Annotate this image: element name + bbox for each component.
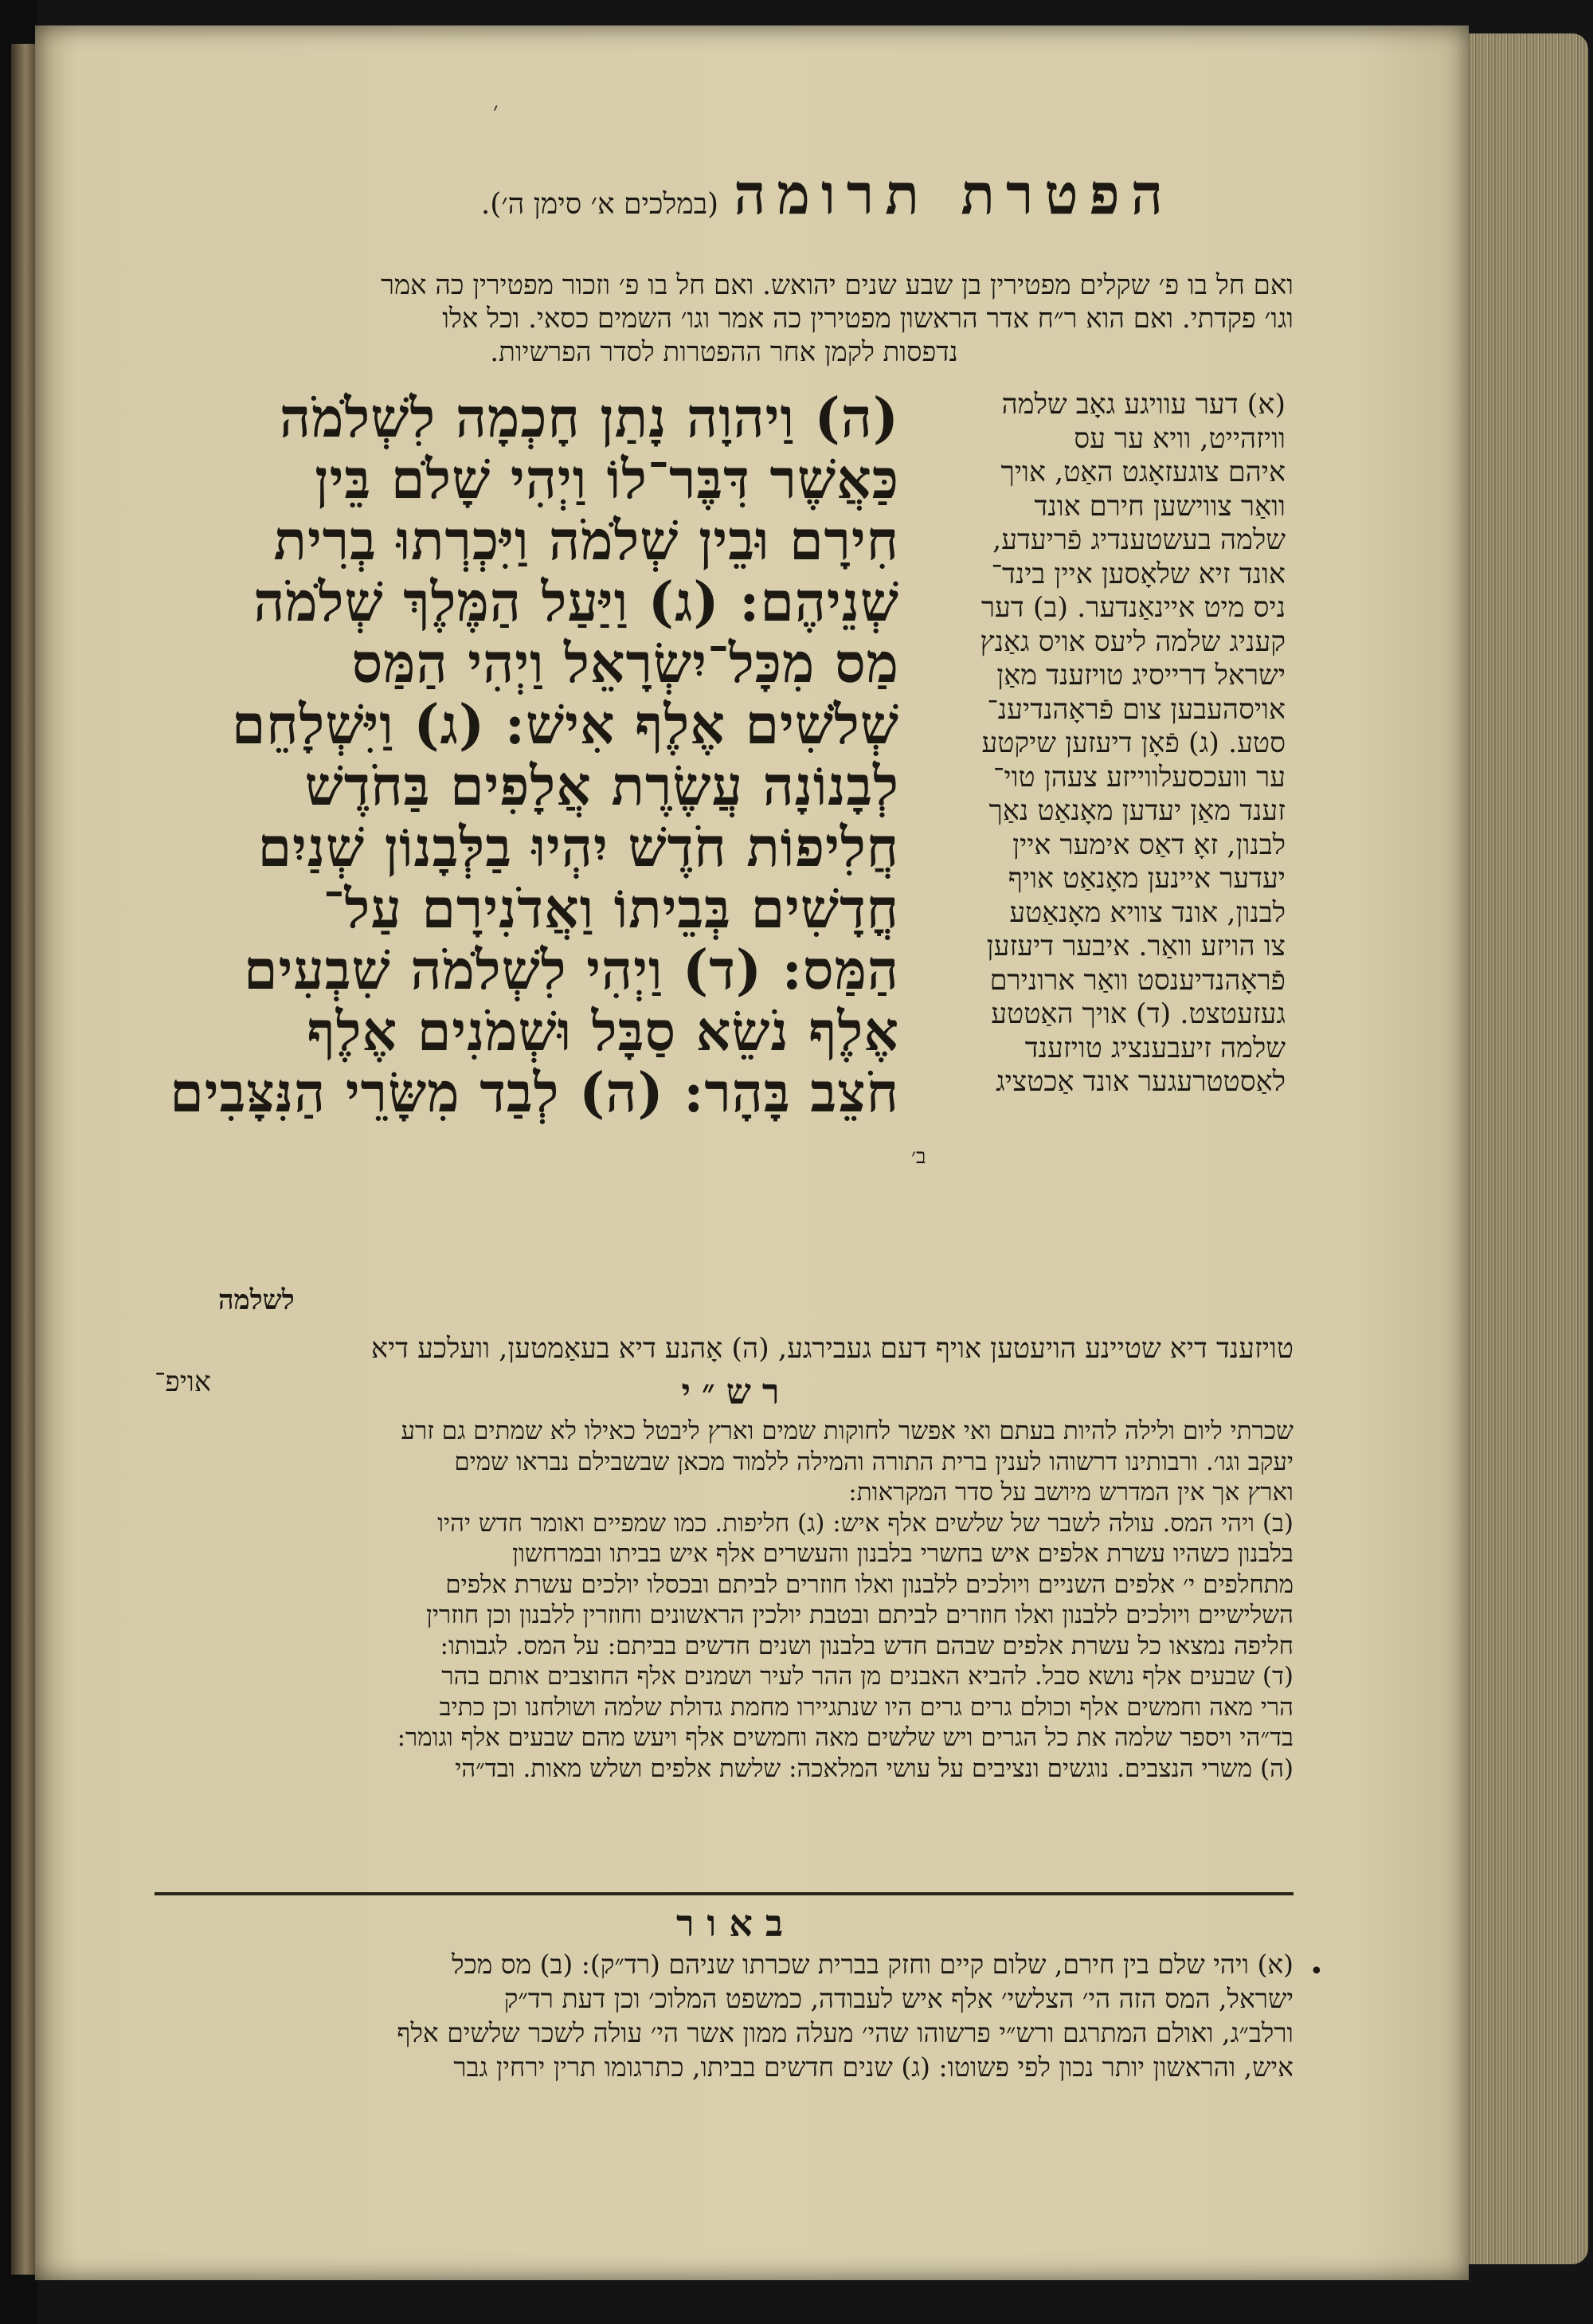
yiddish-line: ישראל דרייסיג טויזענד מאַן xyxy=(996,660,1286,692)
biur-bullet: • xyxy=(1309,1958,1324,1985)
yiddish-line: שלמה זיעבענציג טויזענד xyxy=(1024,1032,1286,1064)
rashi-line: (ה) משרי הנצבים. נוגשים ונציבים על עושי המלאכה: שלשת אלפים ושלש מאות. ובד״הי xyxy=(455,1754,1294,1783)
yiddish-line: קעניג שלמה ליעס אויס גאַנץ xyxy=(980,625,1286,658)
rashi-line: הרי מאה וחמשים אלף וכולם גרים גרים היו שנתגיירו מחמת גדולת שלמה ושולחנו וכן כתיב xyxy=(439,1692,1294,1722)
intro-line: נדפסות לקמן אחר ההפטרות לסדר הפרשיות. xyxy=(490,336,958,368)
rashi-heading: רש״י xyxy=(681,1372,791,1413)
bible-line: אֶלֶף נֹשֵׂא סַבָּל וּשְׁמֹנִים אֶלֶף xyxy=(307,1000,899,1064)
yiddish-line: לבנון, אונד צוויא מאָנאַטע xyxy=(1009,896,1286,929)
yiddish-line: פֿראָהנדיענסט וואַר ארונירם xyxy=(989,964,1286,997)
yiddish-line: וואַר צווישען חירם אונד xyxy=(1034,490,1286,523)
yiddish-line: יעדער איינען מאָנאַט אויף xyxy=(1008,863,1286,895)
continuation-line: טויזענד דיא שטיינע הויעטען אויף דעם געבירגע, (ה) אָהנע דיא בעאַמטען, וועלכע דיא xyxy=(370,1333,1294,1365)
previous-page-sliver xyxy=(11,44,35,2275)
biur-line: ישראל, המס הזה הי׳ הצלשי׳ אלף איש לעבודה, כמשפט המלוכ׳ וכן דעת רד״ק xyxy=(503,1983,1294,2014)
bible-line: חִירָם וּבֵין שְׁלֹמֹה וַיִּכְרְתוּ בְרִית xyxy=(273,509,899,573)
rashi-line: בלבנון כשהיו עשרת אלפים איש בחשרי בלבנון והעשרים אלף איש בביתו ובמרחשון xyxy=(512,1539,1294,1568)
intro-paragraph xyxy=(155,268,1294,369)
yiddish-line: לבנון, זאָ דאַס אימער איין xyxy=(1012,829,1286,861)
biur-line: איש, והראשון יותר נכון לפי פשוטו: (ג) שנים חדשים בביתו, כתרגומו תרין ירחין גבר xyxy=(453,2052,1294,2083)
rashi-line: השלישיים ויולכים ללבנון ואלו חוזרים לביתם ובטבת יולכין הראשונים וחוזרין ללבנון וכן חוזרין xyxy=(426,1601,1294,1629)
rashi-line: שכרתי ליום ולילה להיות בעתם ואי אפשר לחוקות שמים וארץ ליבטל כאילו לא שמתים גם זרע xyxy=(401,1417,1294,1445)
rashi-commentary xyxy=(155,1416,1294,1784)
yiddish-translation-column xyxy=(907,388,1286,1328)
yiddish-line: ניס מיט איינאַנדער. (ב) דער xyxy=(980,592,1286,624)
bible-line: שְׁלֹשִׁים אֶלֶף אִישׁ: (ג) וַיִּשְׁלָחֵם xyxy=(231,693,899,757)
rashi-line: (ב) ויהי המס. עולה לשבר של שלשים אלף איש: (ג) חליפות. כמו שמפיים ואומר חדש יהיו xyxy=(437,1508,1294,1538)
continuation-line: אויפ־ xyxy=(155,1366,211,1398)
haftarah-source: (במלכים א׳ סימן ה׳). xyxy=(480,188,719,221)
bible-line: חֲלִיפוֹת חֹדֶשׁ יִהְיוּ בַלְּבָנוֹן שְׁנַיִם xyxy=(257,816,899,880)
rashi-line: (ד) שבעים אלף נושא סבל. להביא האבנים מן ההר לעיר ושמנים אלף החוצבים אותם בהר xyxy=(441,1662,1294,1691)
yiddish-line: איהם צוגעזאָגט האַט, אויך xyxy=(1000,457,1286,488)
catchword: לשלמה xyxy=(218,1284,295,1316)
rashi-line: מתחלפים י׳ אלפים השניים ויולכים ללבנון ואלו חוזרים לביתם ובכסלו יולכים עשרת אלפים xyxy=(445,1570,1294,1599)
bible-line: שְׁנֵיהֶם: (ג) וַיַּעַל הַמֶּלֶךְ שְׁלֹמֹה xyxy=(253,570,899,634)
yiddish-line: אויסהעבען צום פֿראָהנדיענ־ xyxy=(987,693,1286,726)
rashi-line: חליפה נמצאו כל עשרת אלפים שבהם חדש בלבנון ושנים חדשים בביתם: על המס. לגבותו: xyxy=(440,1631,1294,1660)
bible-text-column xyxy=(155,388,899,1376)
yiddish-line: שלמה בעשטענדיג פֿריעדע, xyxy=(992,524,1286,556)
page-title xyxy=(170,161,1174,265)
marginal-note: ב׳ xyxy=(911,1145,926,1169)
biur-heading: באור xyxy=(675,1902,796,1945)
intro-line: וגו׳ פקדתי. ואם הוא ר״ח אדר הראשון מפטירין כה אמר וגו׳ השמים כסאי. וכל אלו xyxy=(442,303,1294,335)
yiddish-line: צו הויזע וואַר. איבער דיעזען xyxy=(986,931,1286,962)
bible-line: לְבָנוֹנָה עֲשֶׂרֶת אֲלָפִים בַּחֹדֶשׁ xyxy=(304,754,899,818)
yiddish-line: (א) דער עוויגע גאָב שלמה xyxy=(1001,389,1286,421)
rashi-line: וארץ אך אין המדרש מיושב על סדר המקראות: xyxy=(848,1478,1294,1507)
yiddish-line: ער וועכסעלווייזע צעהן טוי־ xyxy=(993,761,1286,794)
rashi-line: בד״הי ויספר שלמה את כל הגרים ויש שלשים מאה וחמשים אלף ויעש מהם שבעים אלף וגומר: xyxy=(397,1723,1294,1752)
yiddish-line: סטע. (ג) פֿאָן דיעזען שיקטע xyxy=(981,727,1286,759)
intro-line: ואם חל בו פ׳ שקלים מפטירין בן שבע שנים יהואש. ואם חל בו פ׳ וזכור מפטירין כה אמר xyxy=(381,269,1294,301)
yiddish-line: אונד זיא שלאָסען איין בינד־ xyxy=(991,558,1286,590)
biur-line: (א) ויהי שלם בין חירם, שלום קיים וחזק בברית שכרתו שניהם (רד״ק): (ב) מס מכל xyxy=(452,1949,1294,1980)
bible-line: (ה) וַיהוָה נָתַן חָכְמָה לִשְׁלֹמֹה xyxy=(279,386,899,450)
bible-line: חֳדָשִׁים בְּבֵיתוֹ וַאֲדֹנִירָם עַל־ xyxy=(323,877,899,941)
yiddish-line: געזעטצט. (ד) אויך האַטטע xyxy=(991,998,1286,1030)
haftarah-title: הפטרת תרומה xyxy=(734,161,1174,227)
section-divider xyxy=(155,1892,1294,1895)
book-page xyxy=(35,25,1469,2280)
bible-line: כַּאֲשֶׁר דִּבֶּר־לוֹ וַיְהִי שָׁלֹם בֵּין xyxy=(315,448,899,511)
page-stack-edges xyxy=(1469,33,1588,2264)
yiddish-line: זענד מאַן יעדען מאָנאַט נאַך xyxy=(988,795,1286,827)
bible-line: מַס מִכָּל־יִשְׂרָאֵל וַיְהִי הַמַּס xyxy=(351,632,899,696)
rashi-line: יעקב וגו׳. ורבותינו דרשוהו לענין ברית התורה והמילה ללמוד מכאן שבשבילם נבראו שמים xyxy=(454,1447,1294,1476)
yiddish-line: לאַסטטרעגער אונד אַכטציג xyxy=(996,1066,1286,1098)
biur-commentary xyxy=(155,1947,1294,2084)
yiddish-line: וויזהייט, וויא ער עס xyxy=(1074,422,1286,455)
bible-line: חֹצֵב בָּהָר: (ה) לְבַד מִשָּׂרֵי הַנִּצָּבִים xyxy=(170,1061,899,1125)
biur-line: ורלב״ג, ואולם המתרגם ורש״י פרשוהו שהי׳ מעלה ממון אשר הי׳ עולה לשכר שלשים אלף xyxy=(397,2017,1294,2048)
bible-line: הַמַּס: (ד) וַיְהִי לִשְׁלֹמֹה שִׁבְעִים xyxy=(244,939,899,1002)
folio-mark: ׳ xyxy=(493,97,499,123)
